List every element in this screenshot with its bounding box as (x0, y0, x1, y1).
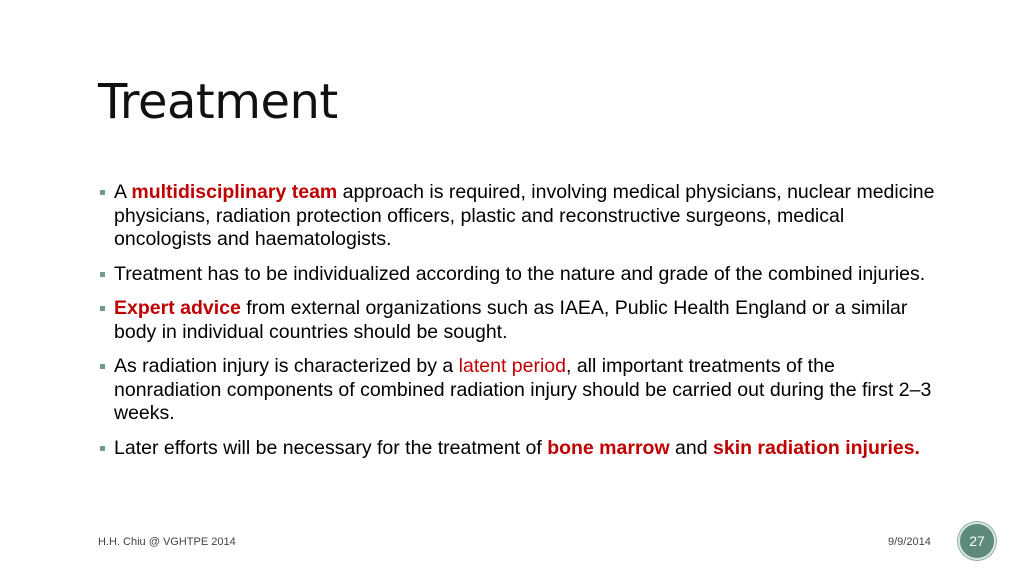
bullet-marker-icon (100, 306, 105, 311)
bullet-item (98, 355, 938, 426)
bullet-list (98, 181, 938, 471)
bullet-item (98, 181, 938, 252)
footer-author: H.H. Chiu @ VGHTPE 2014 (98, 536, 236, 548)
bullet-item (98, 297, 938, 344)
page-number: 27 (969, 533, 985, 549)
bullet-text: Treatment has to be individualized according to the nature and grade of the combined injuries. (114, 262, 926, 285)
bullet-marker-icon (100, 190, 105, 195)
highlight-text: multidisciplinary team (131, 181, 338, 203)
bullet-item (98, 263, 938, 287)
bullet-text: As radiation injury is characterized by a (114, 355, 459, 377)
bullet-marker-icon (100, 272, 105, 277)
highlight-text: bone marrow (547, 436, 670, 459)
highlight-text: Expert advice (114, 297, 241, 319)
bullet-text: , all important treatments of the nonradiation components of combined radiation injury should be carried out during the first 2–3 weeks. (114, 355, 932, 424)
bullet-text: from external organizations such as IAEA, Public Health England or a similar body in individual countries should be sought. (114, 297, 908, 343)
bullet-text: Later efforts will be necessary for the treatment of (114, 436, 548, 459)
bullet-text: A (114, 181, 132, 203)
bullet-item (98, 437, 938, 461)
footer-date: 9/9/2014 (888, 536, 931, 548)
page-number-badge (958, 522, 996, 560)
bullet-text: and (669, 436, 713, 459)
bullet-text: approach is required, involving medical physicians, nuclear medicine physicians, radiation protection officers, plastic and reconstructive surgeons, medical oncologists and haematologists. (114, 181, 935, 250)
slide-title: Treatment (98, 74, 338, 130)
bullet-marker-icon (100, 446, 105, 451)
bullet-marker-icon (100, 364, 105, 369)
highlight-text: skin radiation injuries. (713, 436, 920, 459)
highlight-text: latent period (458, 355, 566, 377)
